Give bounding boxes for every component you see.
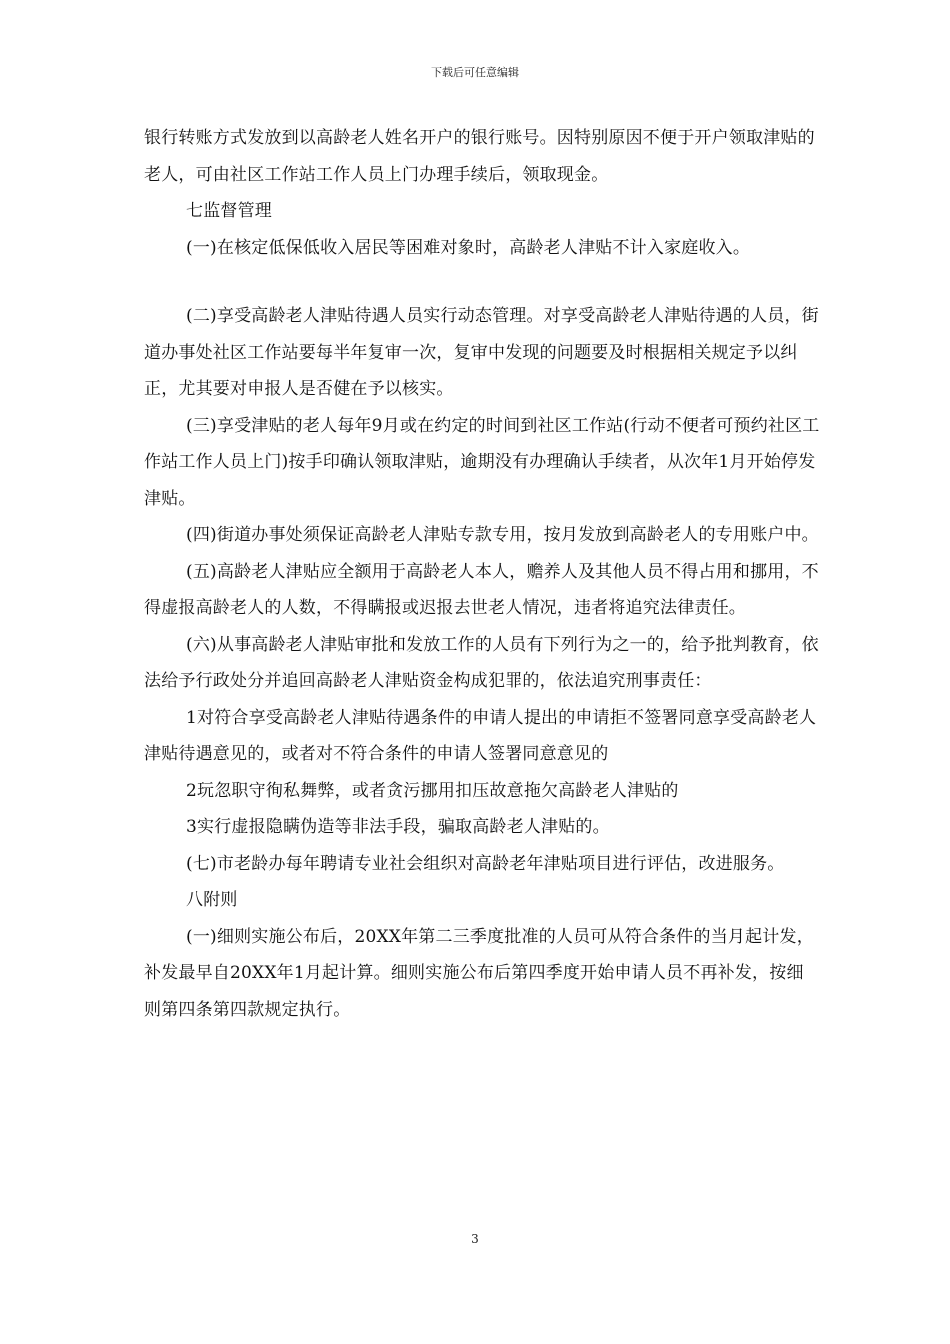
paragraph-subitem-1: 1对符合享受高龄老人津贴待遇条件的申请人提出的申请拒不签署同意享受高龄老人津贴待遇意见的，或者对不符合条件的申请人签署同意意见的 [144,707,817,764]
section-heading-supplementary: 八附则 [186,890,238,910]
paragraph-item-1: (一)在核定低保低收入居民等困难对象时，高龄老人津贴不计入家庭收入。 [186,237,751,258]
section-heading-supervision: 七监督管理 [186,201,272,221]
paragraph-subitem-3: 3实行虚报隐瞒伪造等非法手段，骗取高龄老人津贴的。 [186,817,610,837]
paragraph-item-3: (三)享受津贴的老人每年9月或在约定的时间到社区工作站(行动不便者可预约社区工作站工作人员上门)按手印确认领取津贴，逾期没有办理确认手续者，从次年1月开始停发津贴。 [144,415,820,509]
page-number: 3 [471,1232,479,1246]
paragraph-item-6: (六)从事高龄老人津贴审批和发放工作的人员有下列行为之一的，给予批判教育，依法给予行政处分并追回高龄老人津贴资金构成犯罪的，依法追究刑事责任： [144,634,819,691]
paragraph-supplementary-1: (一)细则实施公布后，20XX年第二三季度批准的人员可从符合条件的当月起计发，补发最早自20XX年1月起计算。细则实施公布后第四季度开始申请人员不再补发，按细则第四条第四款规定执行。 [144,926,814,1020]
page-header: 下载后可任意编辑 [431,66,519,79]
document-body [144,120,820,1028]
paragraph-item-7: (七)市老龄办每年聘请专业社会组织对高龄老年津贴项目进行评估，改进服务。 [186,853,785,874]
paragraph-item-2: (二)享受高龄老人津贴待遇人员实行动态管理。对享受高龄老人津贴待遇的人员，街道办事处社区工作站要每半年复审一次，复审中发现的问题要及时根据相关规定予以纠正，尤其要对申报人是否健在予以核实。 [144,306,819,399]
paragraph-item-5: (五)高龄老人津贴应全额用于高龄老人本人，赡养人及其他人员不得占用和挪用，不得虚报高龄老人的人数，不得瞒报或迟报去世老人情况，违者将追究法律责任。 [144,561,819,618]
paragraph-bank-transfer: 银行转账方式发放到以高龄老人姓名开户的银行账号。因特别原因不便于开户领取津贴的老人，可由社区工作站工作人员上门办理手续后，领取现金。 [144,128,815,185]
blank-line [144,266,820,298]
paragraph-subitem-2: 2玩忽职守徇私舞弊，或者贪污挪用扣压故意拖欠高龄老人津贴的 [186,780,679,801]
paragraph-item-4: (四)街道办事处须保证高龄老人津贴专款专用，按月发放到高龄老人的专用账户中。 [186,525,819,545]
